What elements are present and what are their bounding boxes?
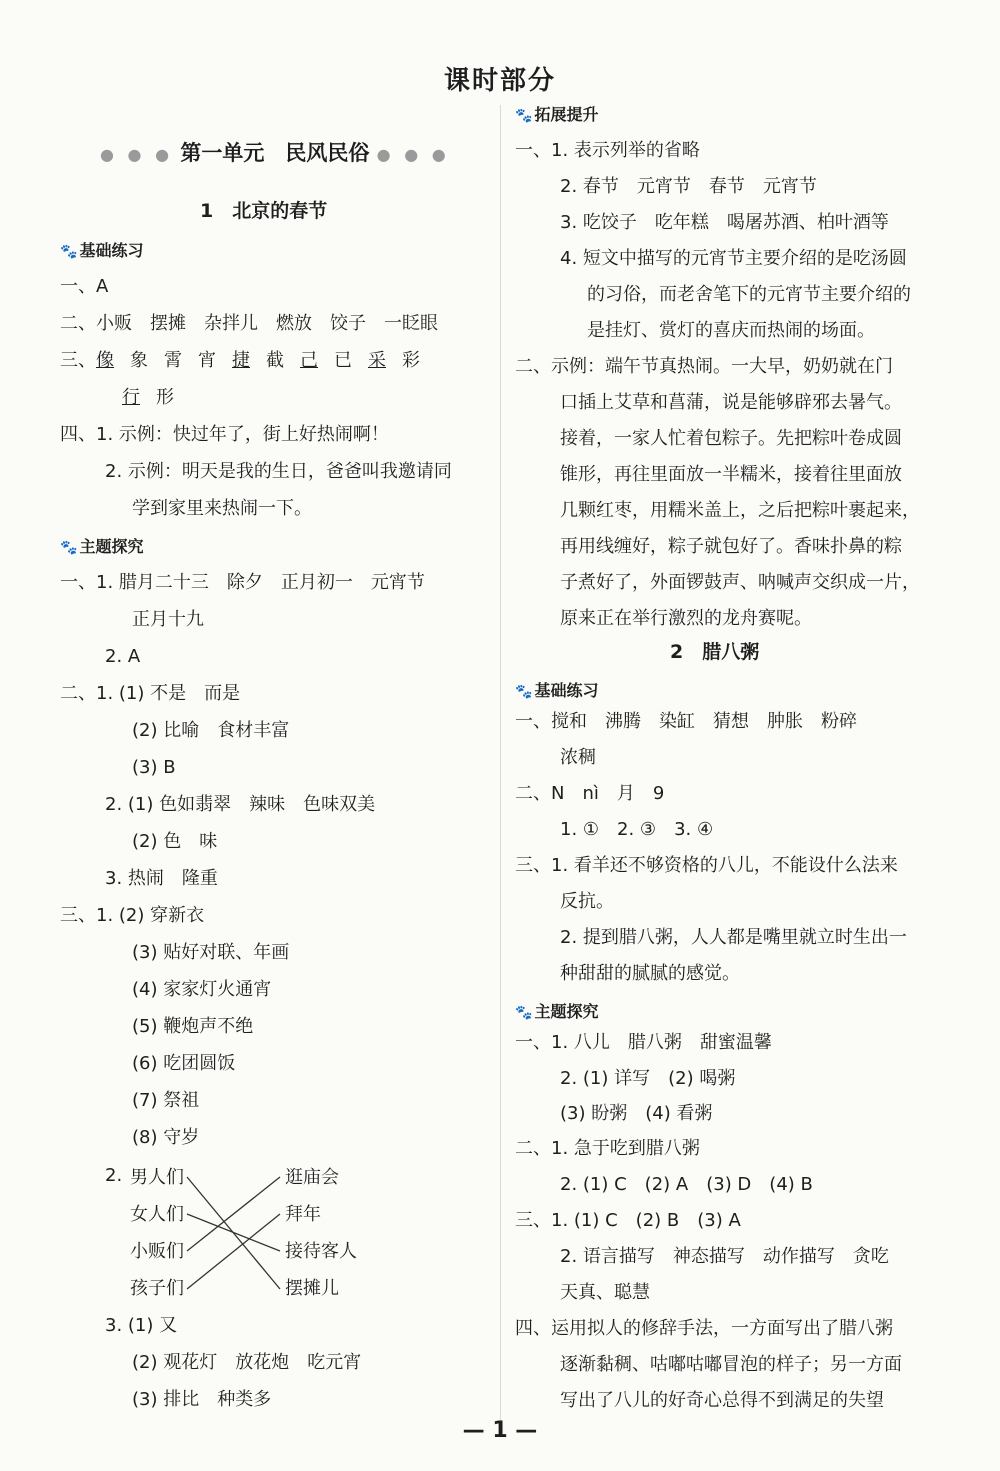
dots-decoration-left: ● ● ●	[100, 145, 174, 164]
char: 已	[334, 350, 352, 371]
answer-line: 的习俗，而老舍笔下的元宵节主要介绍的	[587, 284, 911, 305]
answer-line: 2. 语言描写 神态描写 动作描写 贪吃	[560, 1246, 889, 1267]
lesson-title: 1 北京的春节	[200, 200, 328, 222]
answer-line: 几颗红枣，用糯米盖上，之后把粽叶裹起来，	[560, 500, 920, 521]
paw-icon: 🐾	[515, 684, 533, 700]
answer-line: 2. (1) C (2) A (3) D (4) B	[560, 1174, 813, 1195]
match-left-item: 男人们	[130, 1167, 184, 1188]
answer-line: 锥形，再往里面放一半糯米，接着往里面放	[560, 464, 902, 485]
char: 己	[300, 350, 318, 371]
answer-line: (7) 祭祖	[132, 1090, 200, 1111]
section-label: 主题探究	[79, 537, 144, 556]
answer-line: 2.	[105, 1165, 123, 1186]
answer-line: 2. A	[105, 646, 141, 667]
char: 像	[96, 350, 114, 371]
answer-line: 四、运用拟人的修辞手法，一方面写出了腊八粥	[515, 1318, 893, 1339]
answer-line: (3) 盼粥 (4) 看粥	[560, 1103, 713, 1124]
answer-line: 2. (1) 详写 (2) 喝粥	[560, 1068, 736, 1089]
answer-line: (3) B	[132, 757, 176, 778]
answer-line: 一、1. 表示列举的省略	[515, 140, 700, 161]
answer-line: 三、1. 看羊还不够资格的八儿，不能设什么法来	[515, 855, 898, 876]
column-divider	[500, 105, 501, 1435]
char: 行	[122, 387, 140, 408]
answer-line: 再用线缠好，粽子就包好了。香味扑鼻的粽	[560, 536, 902, 557]
answer-line: 口插上艾草和菖蒲，说是能够辟邪去暑气。	[560, 392, 902, 413]
answer-line: 一、A	[60, 276, 109, 297]
match-left-item: 小贩们	[130, 1241, 184, 1262]
dots-decoration-right: ● ● ●	[376, 145, 450, 164]
section-label: 基础练习	[534, 681, 599, 700]
answer-line: (6) 吃团圆饭	[132, 1053, 236, 1074]
page-number: — 1 —	[462, 1418, 538, 1443]
match-left-item: 女人们	[130, 1204, 184, 1225]
unit-heading	[100, 140, 450, 168]
answer-line: 2. 示例：明天是我的生日，爸爸叫我邀请同	[105, 461, 452, 482]
page-title: 课时部分	[443, 66, 556, 96]
answer-line: 二、N nì 月 9	[515, 783, 665, 804]
match-line	[187, 1177, 280, 1251]
answer-line: (4) 家家灯火通宵	[132, 979, 272, 1000]
section-heading-jichu	[515, 678, 598, 705]
answer-line: 四、1. 示例：快过年了，街上好热闹啊！	[60, 424, 389, 445]
answer-line-pairs	[122, 385, 190, 411]
answer-line: 写出了八儿的好奇心总得不到满足的失望	[560, 1390, 884, 1411]
answer-line: 二、1. 急于吃到腊八粥	[515, 1138, 700, 1159]
answer-line: 学到家里来热闹一下。	[132, 498, 312, 519]
answer-line: 种甜甜的腻腻的感觉。	[560, 963, 740, 984]
char: 霄	[164, 350, 182, 371]
answer-line: (2) 观花灯 放花炮 吃元宵	[132, 1352, 362, 1373]
section-heading-zhuti	[515, 999, 598, 1026]
char: 形	[156, 387, 174, 408]
answer-line: 一、1. 腊月二十三 除夕 正月初一 元宵节	[60, 572, 425, 593]
answer-line: 是挂灯、赏灯的喜庆而热闹的场面。	[587, 320, 875, 341]
section-label: 基础练习	[79, 241, 144, 260]
section-heading-zhuti	[60, 534, 143, 561]
answer-line: (3) 贴好对联、年画	[132, 942, 290, 963]
answer-line: 二、小贩 摆摊 杂拌儿 燃放 饺子 一眨眼	[60, 313, 438, 334]
unit-title: 第一单元 民风民俗	[180, 141, 370, 165]
answer-line: 三、1. (2) 穿新衣	[60, 905, 205, 926]
section-heading-tuozhan	[515, 102, 598, 129]
answer-line: 二、1. (1) 不是 而是	[60, 683, 241, 704]
char: 截	[266, 350, 284, 371]
answer-line: (2) 色 味	[132, 831, 218, 852]
answer-line: 原来正在举行激烈的龙舟赛呢。	[560, 608, 812, 629]
answer-line: 2. 提到腊八粥，人人都是嘴里就立时生出一	[560, 927, 907, 948]
answer-line: 2. (1) 色如翡翠 辣味 色味双美	[105, 794, 376, 815]
answer-line: 2. 春节 元宵节 春节 元宵节	[560, 176, 817, 197]
item-prefix: 三、	[60, 350, 96, 371]
answer-line: (2) 比喻 食材丰富	[132, 720, 290, 741]
answer-line: 3. 热闹 隆重	[105, 868, 218, 889]
answer-line: 三、1. (1) C (2) B (3) A	[515, 1210, 741, 1231]
answer-line: 接着，一家人忙着包粽子。先把粽叶卷成圆	[560, 428, 902, 449]
answer-line: (5) 鞭炮声不绝	[132, 1016, 254, 1037]
answer-line: 3. (1) 又	[105, 1315, 178, 1336]
section-heading-jichu	[60, 238, 143, 265]
paw-icon: 🐾	[515, 1005, 533, 1021]
lesson-title: 2 腊八粥	[670, 641, 760, 663]
section-label: 主题探究	[534, 1002, 599, 1021]
match-right-item: 拜年	[285, 1204, 321, 1225]
char: 彩	[402, 350, 420, 371]
answer-line: 二、示例：端午节真热闹。一大早，奶奶就在门	[515, 356, 893, 377]
answer-line: 一、搅和 沸腾 染缸 猜想 肿胀 粉碎	[515, 711, 857, 732]
match-line	[187, 1214, 280, 1289]
answer-line: (8) 守岁	[132, 1127, 200, 1148]
answer-line: 反抗。	[560, 891, 614, 912]
match-line	[187, 1214, 280, 1251]
answer-line: 逐渐黏稠、咕嘟咕嘟冒泡的样子；另一方面	[560, 1354, 902, 1375]
answer-line-pairs	[60, 348, 436, 374]
answer-line: 天真、聪慧	[560, 1282, 650, 1303]
char: 采	[368, 350, 386, 371]
char: 宵	[198, 350, 216, 371]
answer-line: 1. ① 2. ③ 3. ④	[560, 819, 714, 840]
char: 捷	[232, 350, 250, 371]
answer-line: 正月十九	[132, 609, 204, 630]
section-label: 拓展提升	[534, 105, 599, 124]
answer-line: 子煮好了，外面锣鼓声、呐喊声交织成一片，	[560, 572, 920, 593]
answer-line: (3) 排比 种类多	[132, 1389, 272, 1410]
match-right-item: 摆摊儿	[285, 1278, 339, 1299]
answer-line: 4. 短文中描写的元宵节主要介绍的是吃汤圆	[560, 248, 907, 269]
paw-icon: 🐾	[60, 540, 78, 556]
answer-line: 浓稠	[560, 747, 596, 768]
match-left-item: 孩子们	[130, 1278, 184, 1299]
match-right-item: 逛庙会	[285, 1167, 339, 1188]
match-right-item: 接待客人	[285, 1241, 357, 1262]
answer-line: 一、1. 八儿 腊八粥 甜蜜温馨	[515, 1032, 772, 1053]
char: 象	[130, 350, 148, 371]
paw-icon: 🐾	[60, 244, 78, 260]
answer-line: 3. 吃饺子 吃年糕 喝屠苏酒、柏叶酒等	[560, 212, 889, 233]
paw-icon: 🐾	[515, 108, 533, 124]
matching-lines	[175, 1163, 295, 1303]
